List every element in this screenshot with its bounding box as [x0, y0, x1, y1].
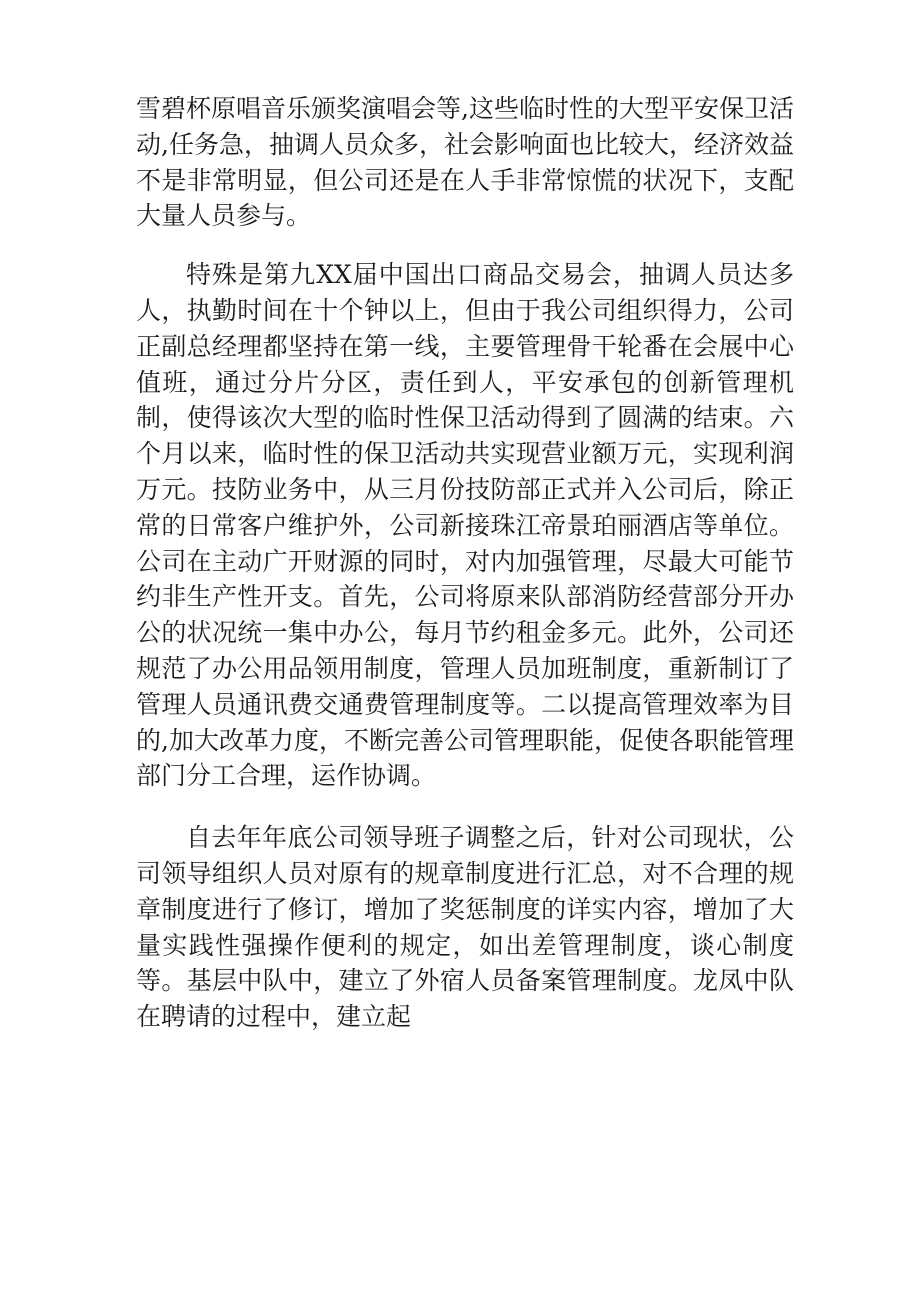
- paragraph-3: 自去年年底公司领导班子调整之后，针对公司现状，公司领导组织人员对原有的规章制度进行汇总，对不合理的规章制度进行了修订，增加了奖惩制度的详实内容，增加了大量实践性强操作便利的规定，如出差管理制度，谈心制度等。基层中队中，建立了外宿人员备案管理制度。龙凤中队在聘请的过程中，建立起: [136, 823, 794, 1032]
- document-body: [136, 91, 794, 1035]
- paragraph-1: 雪碧杯原唱音乐颁奖演唱会等,这些临时性的大型平安保卫活动,任务急，抽调人员众多，社会影响面也比较大，经济效益不是非常明显，但公司还是在人手非常惊慌的状况下，支配大量人员参与。: [136, 94, 794, 231]
- paragraph-2: 特殊是第九XX届中国出口商品交易会，抽调人员达多人，执勤时间在十个钟以上，但由于我公司组织得力，公司正副总经理都坚持在第一线，主要管理骨干轮番在会展中心值班，通过分片分区，责任到人，平安承包的创新管理机制，使得该次大型的临时性保卫活动得到了圆满的结束。六个月以来，临时性的保卫活动共实现营业额万元，实现利润万元。技防业务中，从三月份技防部正式并入公司后，除正常的日常客户维护外，公司新接珠江帝景珀丽酒店等单位。公司在主动广开财源的同时，对内加强管理，尽最大可能节约非生产性开支。首先，公司将原来队部消防经营部分开办公的状况统一集中办公，每月节约租金多元。此外，公司还规范了办公用品领用制度，管理人员加班制度，重新制订了管理人员通讯费交通费管理制度等。二以提高管理效率为目的,加大改革力度，不断完善公司管理职能，促使各职能管理部门分工合理，运作协调。: [136, 260, 794, 791]
